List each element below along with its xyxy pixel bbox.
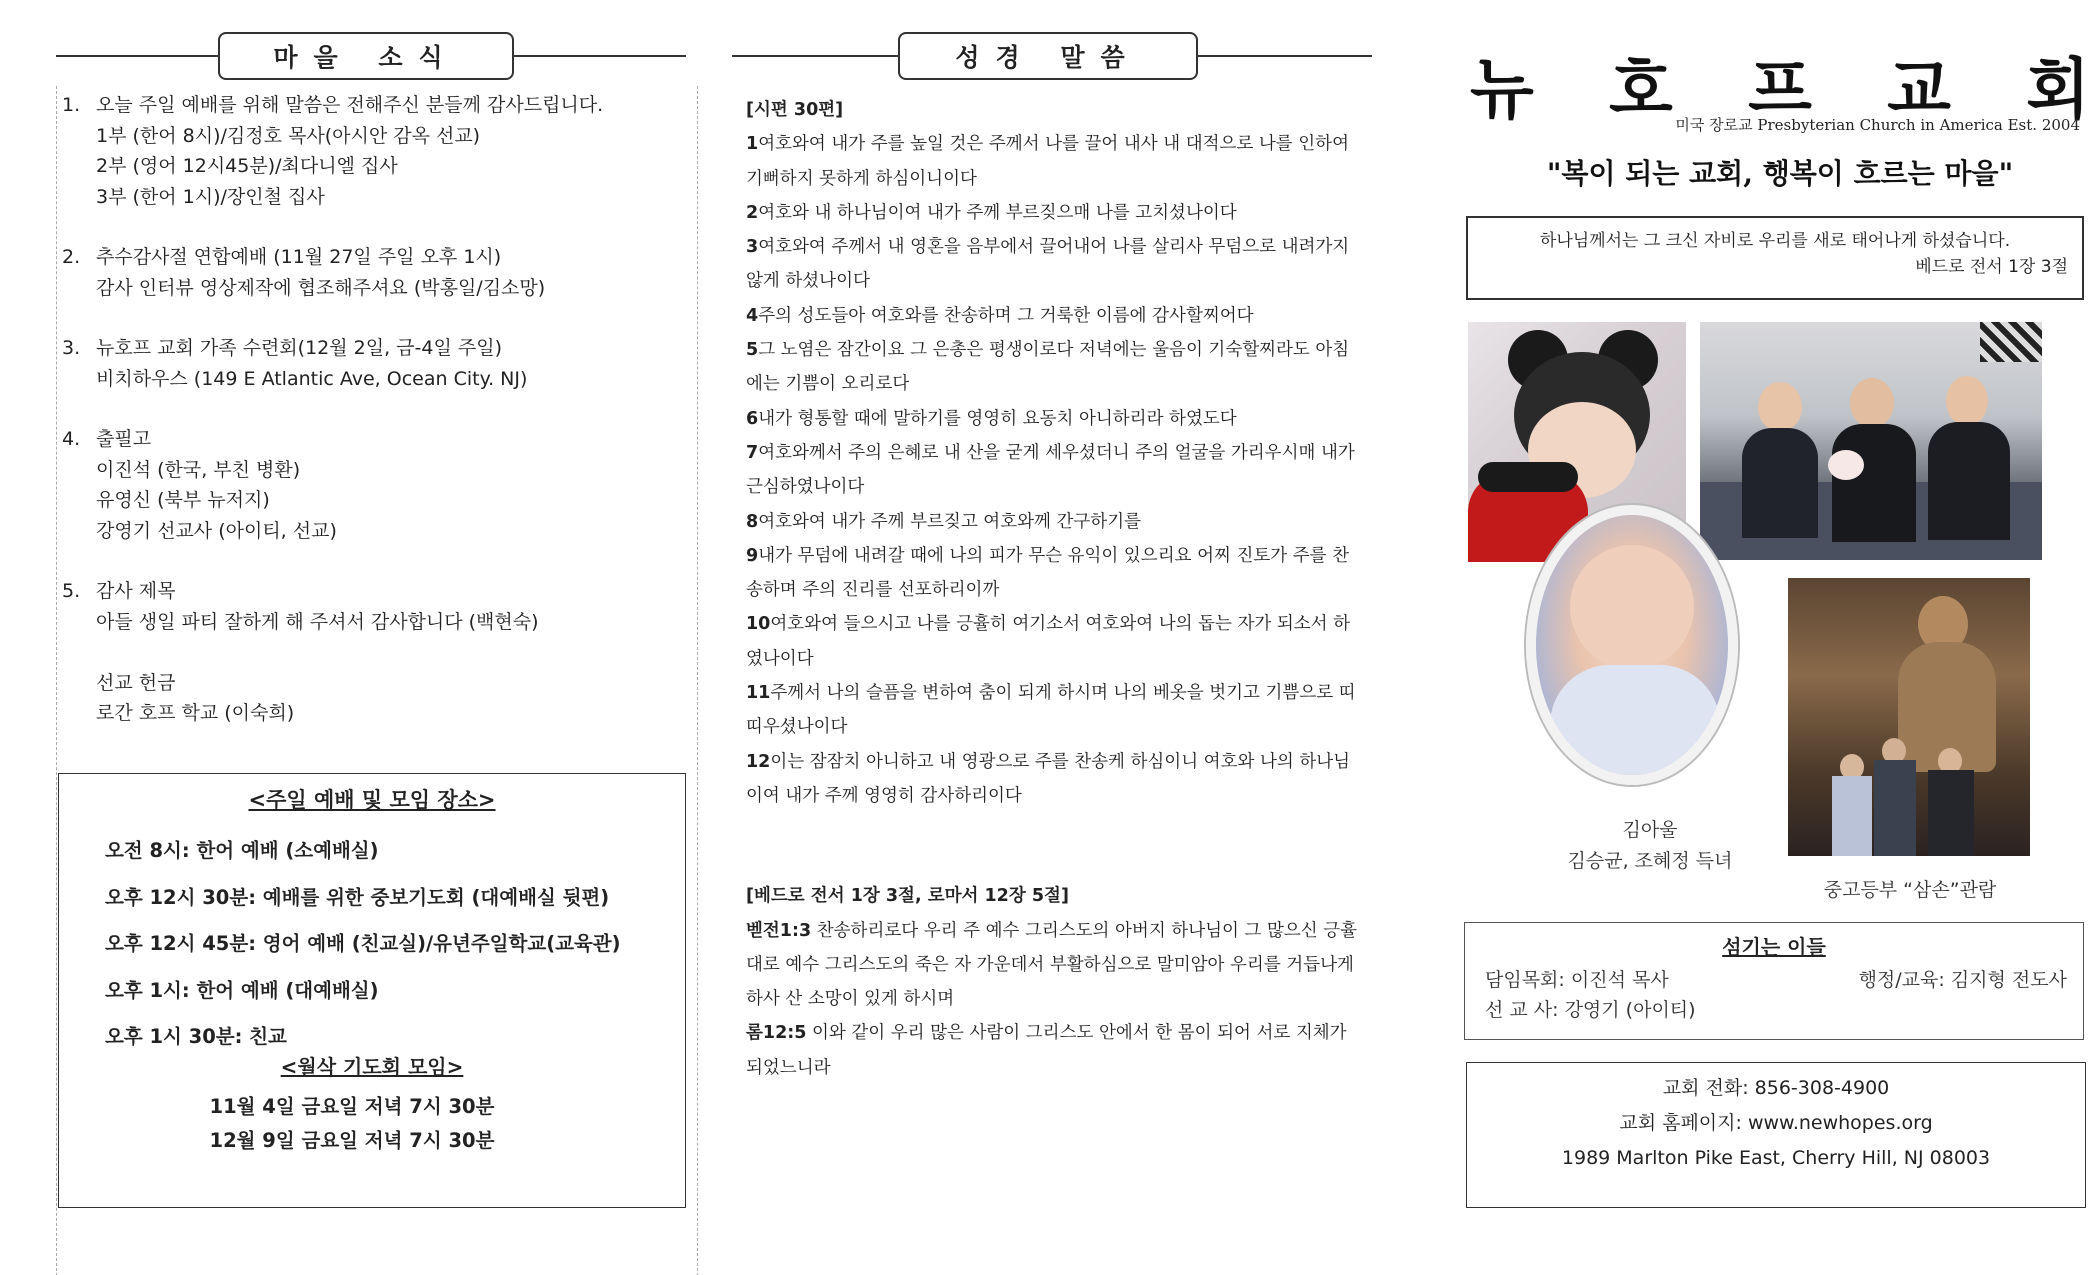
verse-number: 1: [746, 134, 759, 155]
verse-number: 4: [746, 305, 759, 326]
verse-text: 이와 같이 우리 많은 사람이 그리스도 안에서 한 몸이 되어 서로 지체가: [806, 1023, 1347, 1044]
news-item: [62, 576, 682, 729]
church-subtitle: 미국 장로교 Presbyterian Church in America Est. 2004: [1675, 116, 2080, 134]
church-name-char: 프: [1748, 51, 1812, 128]
news-item-number: 2.: [62, 246, 81, 268]
family-photo: [1700, 322, 2042, 560]
news-item-line: 유영신 (북부 뉴저지): [96, 489, 270, 511]
verse-line: [746, 162, 1376, 196]
middle-column: [700, 0, 1400, 1275]
verse-text: 근심하였나이다: [746, 477, 865, 498]
news-item: [62, 90, 682, 212]
church-name-char: 뉴: [1470, 51, 1534, 128]
verse-number: 6: [746, 408, 759, 429]
verse-line: [746, 914, 1376, 948]
verse-line: [746, 196, 1376, 230]
news-item-line: 강영기 선교사 (아이티, 선교): [96, 519, 337, 542]
news-item-header: [62, 90, 682, 121]
verse-line: [746, 1016, 1376, 1050]
news-item-title: 감사 제목: [96, 580, 176, 602]
verse-number: 벧전1:3: [746, 920, 812, 941]
news-item-line: 2부 (영어 12시45분)/최다니엘 집사: [96, 155, 398, 177]
church-address: 1989 Marlton Pike East, Cherry Hill, NJ 08003: [1561, 1147, 1991, 1169]
news-item-header: [62, 576, 682, 607]
verse-number: 11: [746, 683, 771, 704]
verse-text: 였나이다: [746, 648, 814, 669]
verse-text: 그 노염은 잠간이요 그 은총은 평생이로다 저녁에는 울음이 기숙할찌라도 아침: [758, 340, 1350, 361]
news-item: [62, 424, 682, 546]
verse-line: [746, 367, 1376, 401]
news-item-number: 3.: [62, 337, 81, 359]
verse-line: [746, 470, 1376, 504]
verse-text: 여호와여 내가 주를 높일 것은 주께서 나를 끌어 내사 내 대적으로 나를 인하여: [758, 134, 1349, 155]
verse-text: 송하며 주의 진리를 선포하리이까: [746, 580, 1000, 601]
verse-text: 내가 무덤에 내려갈 때에 나의 피가 무슨 유익이 있으리요 어찌 진토가 주를 찬: [758, 545, 1349, 566]
psalm-heading: [시편 30편]: [746, 100, 844, 120]
missionary: 선 교 사: 강영기 (아이티): [1485, 999, 1696, 1021]
verse-line: [746, 779, 1376, 813]
verse-line: [746, 948, 1376, 982]
schedule-list: [59, 826, 685, 1059]
verse-text: 하나님께서는 그 크신 자비로 우리를 새로 태어나게 하셨습니다.: [1539, 231, 2011, 251]
servants-box: [1464, 922, 2084, 1040]
verse-text: 이는 잠잠치 아니하고 내 영광으로 주를 찬송케 하심이니 여호와 나의 하나님: [770, 751, 1351, 772]
verse-text: 여호와께서 주의 은혜로 내 산을 굳게 세우셨더니 주의 얼굴을 가리우시매 내가: [758, 442, 1355, 463]
left-column: [0, 0, 700, 1275]
church-name-char: 회: [2026, 51, 2090, 128]
schedule-item: 오전 8시: 한어 예배 (소예배실): [105, 839, 379, 863]
verse-line: [746, 676, 1376, 710]
verse-box: [1466, 216, 2084, 300]
news-item-title: 뉴호프 교회 가족 수련회(12월 2일, 금-4일 주일): [96, 337, 502, 359]
verse-text: 이여 내가 주께 영영히 감사하리이다: [746, 785, 1022, 806]
senior-pastor: 담임목회: 이진석 목사: [1485, 969, 1669, 991]
verse-number: 8: [746, 511, 759, 532]
verse-number: 2: [746, 202, 759, 223]
news-item-title: 추수감사절 연합예배 (11월 27일 주일 오후 1시): [96, 246, 502, 268]
news-item-line: 아들 생일 파티 잘하게 해 주셔서 감사합니다 (백현숙): [96, 610, 539, 633]
verse-text: 띠우셨나이다: [746, 717, 848, 738]
news-item-title: 출필고: [96, 428, 152, 450]
verse-line: [746, 642, 1376, 676]
right-column: [1440, 0, 2100, 1275]
admin-education: 행정/교육: 김지형 전도사: [1858, 969, 2067, 991]
verse-text: 찬송하리로다 우리 주 예수 그리스도의 아버지 하나님이 그 많으신 긍휼: [811, 920, 1358, 941]
nt-verses: [746, 914, 1376, 1085]
monthly-prayer-item: 11월 4일 금요일 저녁 7시 30분: [209, 1094, 495, 1118]
verse-text: 하사 산 소망이 있게 하시며: [746, 989, 955, 1010]
verse-line: [746, 127, 1376, 161]
verse-line: [746, 1051, 1376, 1085]
news-item: [62, 242, 682, 303]
verse-number: 5: [746, 340, 759, 361]
verse-line: [746, 710, 1376, 744]
verse-text: 에는 기쁨이 오리로다: [746, 374, 910, 395]
baby-parents: 김승균, 조혜정 득녀: [1567, 850, 1733, 872]
news-item-header: [62, 424, 682, 455]
statue-visit-photo: [1788, 578, 2030, 856]
scripture-section-title: 성경 말씀: [898, 32, 1198, 80]
verse-text: 대로 예수 그리스도의 죽은 자 가운데서 부활하심으로 말미암아 우리를 거듭나게: [746, 954, 1354, 975]
verse-number: 12: [746, 751, 771, 772]
verse-text: 여호와 내 하나님이여 내가 주께 부르짖으매 나를 고치셨나이다: [758, 202, 1237, 223]
verse-line: [746, 230, 1376, 264]
baby-name: 김아울: [1622, 819, 1678, 841]
news-item-line: 선교 헌금: [96, 671, 176, 694]
verse-line: [746, 436, 1376, 470]
verse-number: 3: [746, 237, 759, 258]
verse-reference: 베드로 전서 1장 3절: [1915, 257, 2068, 277]
verse-line: [746, 333, 1376, 367]
nt-heading: [베드로 전서 1장 3절, 로마서 12장 5절]: [746, 886, 1069, 907]
verse-number: 롬12:5: [746, 1023, 807, 1044]
news-item-title: 오늘 주일 예배를 위해 말씀은 전해주신 분들께 감사드립니다.: [96, 94, 604, 116]
verse-text: 기뻐하지 못하게 하심이니이다: [746, 168, 977, 189]
monthly-prayer-list: [59, 1090, 685, 1158]
baby-caption: [1520, 815, 1780, 877]
verse-line: [746, 264, 1376, 298]
verse-text: 여호와여 들으시고 나를 긍휼히 여기소서 여호와여 나의 돕는 자가 되소서 하: [770, 614, 1351, 635]
verse-line: [746, 299, 1376, 333]
verse-line: [746, 402, 1376, 436]
verse-line: [746, 539, 1376, 573]
news-item-header: [62, 333, 682, 364]
scripture-text: [746, 93, 1376, 1085]
verse-line: [746, 573, 1376, 607]
church-slogan: "복이 되는 교회, 행복이 흐르는 마을": [1546, 157, 2014, 190]
verse-line: [746, 505, 1376, 539]
news-item-line: 감사 인터뷰 영상제작에 협조해주셔요 (박홍일/김소망): [96, 276, 546, 299]
news-item: [62, 333, 682, 394]
church-website: 교회 홈페이지: www.newhopes.org: [1619, 1112, 1933, 1134]
verse-text: 주께서 나의 슬픔을 변하여 춤이 되게 하시며 나의 베옷을 벗기고 기쁨으로 띠: [770, 683, 1356, 704]
news-item-line: 3부 (한어 1시)/장인철 집사: [96, 185, 325, 208]
news-item-header: [62, 242, 682, 273]
news-item-number: 5.: [62, 580, 81, 602]
schedule-item: 오후 12시 30분: 예배를 위한 중보기도회 (대예배실 뒷편): [105, 885, 610, 909]
church-name-char: 교: [1887, 51, 1951, 128]
verse-line: [746, 982, 1376, 1016]
verse-line: [746, 745, 1376, 779]
news-item-line: 이진석 (한국, 부친 병환): [96, 458, 301, 481]
verse-line: [746, 607, 1376, 641]
servants-title: 섬기는 이들: [1722, 935, 1826, 959]
church-phone: 교회 전화: 856-308-4900: [1662, 1077, 1890, 1099]
church-name-char: 호: [1609, 51, 1673, 128]
schedule-item: 오후 1시 30분: 친교: [105, 1025, 287, 1049]
schedule-title: <주일 예배 및 모임 장소>: [248, 788, 496, 812]
news-item-line: 비치하우스 (149 E Atlantic Ave, Ocean City. NJ): [96, 367, 528, 390]
verse-text: 여호와여 주께서 내 영혼을 음부에서 끌어내어 나를 살리사 무덤으로 내려가지: [758, 237, 1350, 258]
schedule-item: 오후 12시 45분: 영어 예배 (친교실)/유년주일학교(교육관): [105, 932, 621, 956]
monthly-prayer-item: 12월 9일 금요일 저녁 7시 30분: [209, 1128, 495, 1152]
psalm-verses: [746, 127, 1376, 813]
contact-box: [1466, 1062, 2086, 1208]
verse-number: 10: [746, 614, 771, 635]
baby-portrait-photo: [1526, 505, 1738, 785]
verse-text: 주의 성도들아 여호와를 찬송하며 그 거룩한 이름에 감사할찌어다: [758, 305, 1254, 326]
news-list: [62, 90, 682, 759]
news-item-line: [62, 637, 682, 668]
schedule-box: [58, 773, 686, 1208]
news-item-line: 1부 (한어 8시)/김정호 목사(아시안 감옥 선교): [96, 124, 481, 147]
schedule-item: 오후 1시: 한어 예배 (대예배실): [105, 978, 379, 1002]
news-section-title: 마을 소식: [218, 32, 514, 80]
trip-caption: 중고등부 “삼손”관람: [1823, 879, 1997, 901]
verse-text: 되었느니라: [746, 1057, 831, 1078]
verse-text: 않게 하셨나이다: [746, 271, 870, 292]
verse-text: 내가 형통할 때에 말하기를 영영히 요동치 아니하리라 하였도다: [758, 408, 1237, 429]
news-item-number: 4.: [62, 428, 81, 450]
verse-text: 여호와여 내가 주께 부르짖고 여호와께 간구하기를: [758, 511, 1142, 532]
news-item-line: 로간 호프 학교 (이숙희): [96, 702, 295, 724]
monthly-prayer-title: <월삭 기도회 모임>: [280, 1054, 464, 1079]
verse-number: 9: [746, 545, 759, 566]
section-rule-right: [1196, 55, 1372, 57]
news-item-number: 1.: [62, 94, 81, 116]
verse-number: 7: [746, 442, 759, 463]
